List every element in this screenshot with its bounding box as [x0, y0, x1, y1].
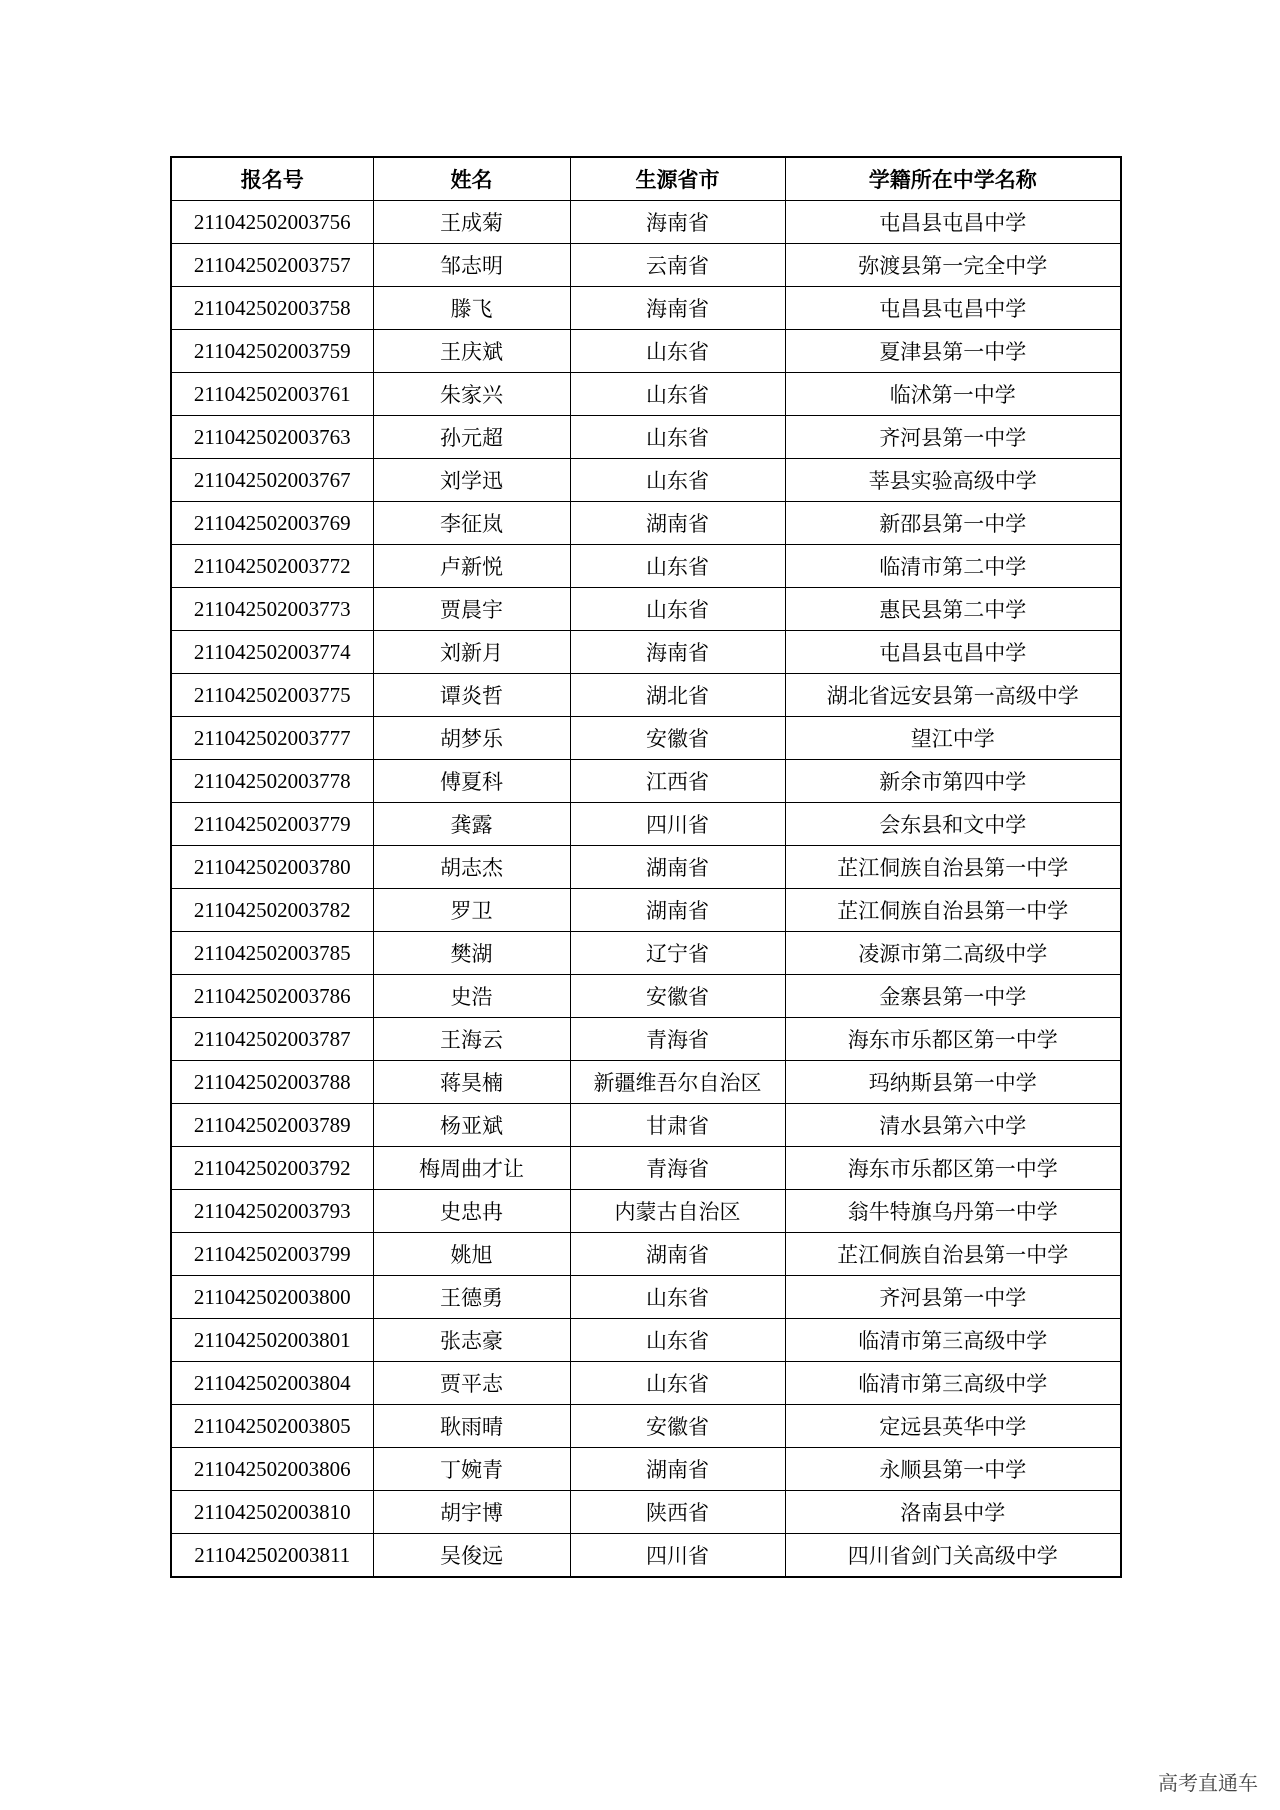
- cell-origin-province: 陕西省: [570, 1491, 785, 1534]
- cell-school-name: 望江中学: [785, 717, 1121, 760]
- cell-name: 罗卫: [373, 889, 570, 932]
- cell-registration-number: 211042502003780: [171, 846, 373, 889]
- cell-registration-number: 211042502003785: [171, 932, 373, 975]
- table-row: [171, 1534, 1121, 1578]
- cell-name: 王德勇: [373, 1276, 570, 1319]
- cell-name: 梅周曲才让: [373, 1147, 570, 1190]
- cell-school-name: 湖北省远安县第一高级中学: [785, 674, 1121, 717]
- cell-name: 孙元超: [373, 416, 570, 459]
- table-row: [171, 717, 1121, 760]
- cell-name: 傅夏科: [373, 760, 570, 803]
- cell-registration-number: 211042502003811: [171, 1534, 373, 1578]
- cell-name: 朱家兴: [373, 373, 570, 416]
- cell-registration-number: 211042502003810: [171, 1491, 373, 1534]
- cell-registration-number: 211042502003786: [171, 975, 373, 1018]
- cell-registration-number: 211042502003773: [171, 588, 373, 631]
- header-origin-province: 生源省市: [570, 157, 785, 201]
- table-row: [171, 631, 1121, 674]
- table-row: [171, 1104, 1121, 1147]
- cell-name: 姚旭: [373, 1233, 570, 1276]
- cell-origin-province: 四川省: [570, 803, 785, 846]
- cell-origin-province: 山东省: [570, 1276, 785, 1319]
- table-row: [171, 545, 1121, 588]
- cell-origin-province: 湖南省: [570, 889, 785, 932]
- cell-name: 丁婉青: [373, 1448, 570, 1491]
- cell-school-name: 芷江侗族自治县第一中学: [785, 889, 1121, 932]
- header-name: 姓名: [373, 157, 570, 201]
- cell-origin-province: 四川省: [570, 1534, 785, 1578]
- cell-school-name: 海东市乐都区第一中学: [785, 1018, 1121, 1061]
- cell-school-name: 玛纳斯县第一中学: [785, 1061, 1121, 1104]
- cell-school-name: 翁牛特旗乌丹第一中学: [785, 1190, 1121, 1233]
- table-row: [171, 803, 1121, 846]
- cell-origin-province: 辽宁省: [570, 932, 785, 975]
- cell-name: 吴俊远: [373, 1534, 570, 1578]
- cell-name: 张志豪: [373, 1319, 570, 1362]
- cell-name: 胡梦乐: [373, 717, 570, 760]
- table-row: [171, 244, 1121, 287]
- cell-school-name: 海东市乐都区第一中学: [785, 1147, 1121, 1190]
- cell-name: 卢新悦: [373, 545, 570, 588]
- cell-name: 滕飞: [373, 287, 570, 330]
- table-row: [171, 1018, 1121, 1061]
- cell-origin-province: 海南省: [570, 201, 785, 244]
- cell-registration-number: 211042502003758: [171, 287, 373, 330]
- cell-registration-number: 211042502003777: [171, 717, 373, 760]
- cell-registration-number: 211042502003757: [171, 244, 373, 287]
- cell-origin-province: 新疆维吾尔自治区: [570, 1061, 785, 1104]
- cell-registration-number: 211042502003759: [171, 330, 373, 373]
- table-row: [171, 889, 1121, 932]
- table-body: [171, 201, 1121, 1578]
- cell-origin-province: 湖北省: [570, 674, 785, 717]
- cell-name: 耿雨晴: [373, 1405, 570, 1448]
- cell-school-name: 定远县英华中学: [785, 1405, 1121, 1448]
- cell-school-name: 夏津县第一中学: [785, 330, 1121, 373]
- cell-registration-number: 211042502003782: [171, 889, 373, 932]
- cell-name: 王海云: [373, 1018, 570, 1061]
- cell-name: 王庆斌: [373, 330, 570, 373]
- table-row: [171, 459, 1121, 502]
- cell-school-name: 永顺县第一中学: [785, 1448, 1121, 1491]
- cell-school-name: 屯昌县屯昌中学: [785, 287, 1121, 330]
- cell-origin-province: 山东省: [570, 459, 785, 502]
- cell-origin-province: 山东省: [570, 1362, 785, 1405]
- cell-name: 杨亚斌: [373, 1104, 570, 1147]
- cell-school-name: 四川省剑门关高级中学: [785, 1534, 1121, 1578]
- header-school-name: 学籍所在中学名称: [785, 157, 1121, 201]
- table-row: [171, 760, 1121, 803]
- cell-school-name: 临清市第三高级中学: [785, 1319, 1121, 1362]
- cell-origin-province: 山东省: [570, 588, 785, 631]
- cell-registration-number: 211042502003787: [171, 1018, 373, 1061]
- cell-school-name: 临清市第二中学: [785, 545, 1121, 588]
- cell-school-name: 凌源市第二高级中学: [785, 932, 1121, 975]
- table-row: [171, 373, 1121, 416]
- cell-registration-number: 211042502003804: [171, 1362, 373, 1405]
- table-row: [171, 1190, 1121, 1233]
- cell-name: 胡志杰: [373, 846, 570, 889]
- cell-origin-province: 内蒙古自治区: [570, 1190, 785, 1233]
- cell-registration-number: 211042502003793: [171, 1190, 373, 1233]
- cell-registration-number: 211042502003778: [171, 760, 373, 803]
- cell-name: 贾晨宇: [373, 588, 570, 631]
- table-row: [171, 416, 1121, 459]
- cell-registration-number: 211042502003756: [171, 201, 373, 244]
- table-row: [171, 502, 1121, 545]
- cell-registration-number: 211042502003801: [171, 1319, 373, 1362]
- admission-list-table: [170, 156, 1122, 1578]
- cell-origin-province: 湖南省: [570, 846, 785, 889]
- table-row: [171, 1233, 1121, 1276]
- cell-school-name: 临清市第三高级中学: [785, 1362, 1121, 1405]
- cell-origin-province: 海南省: [570, 631, 785, 674]
- cell-name: 王成菊: [373, 201, 570, 244]
- cell-school-name: 齐河县第一中学: [785, 416, 1121, 459]
- cell-origin-province: 甘肃省: [570, 1104, 785, 1147]
- cell-origin-province: 山东省: [570, 373, 785, 416]
- cell-school-name: 莘县实验高级中学: [785, 459, 1121, 502]
- cell-registration-number: 211042502003779: [171, 803, 373, 846]
- cell-registration-number: 211042502003761: [171, 373, 373, 416]
- cell-origin-province: 江西省: [570, 760, 785, 803]
- cell-name: 史忠冉: [373, 1190, 570, 1233]
- cell-origin-province: 青海省: [570, 1147, 785, 1190]
- table-row: [171, 287, 1121, 330]
- table-row: [171, 1405, 1121, 1448]
- cell-school-name: 屯昌县屯昌中学: [785, 201, 1121, 244]
- cell-registration-number: 211042502003772: [171, 545, 373, 588]
- table-row: [171, 330, 1121, 373]
- table-row: [171, 932, 1121, 975]
- cell-origin-province: 青海省: [570, 1018, 785, 1061]
- cell-registration-number: 211042502003805: [171, 1405, 373, 1448]
- cell-school-name: 芷江侗族自治县第一中学: [785, 846, 1121, 889]
- cell-name: 龚露: [373, 803, 570, 846]
- cell-registration-number: 211042502003792: [171, 1147, 373, 1190]
- table-row: [171, 1147, 1121, 1190]
- cell-origin-province: 湖南省: [570, 502, 785, 545]
- header-registration-number: 报名号: [171, 157, 373, 201]
- cell-registration-number: 211042502003788: [171, 1061, 373, 1104]
- cell-name: 樊湖: [373, 932, 570, 975]
- cell-registration-number: 211042502003806: [171, 1448, 373, 1491]
- cell-origin-province: 安徽省: [570, 975, 785, 1018]
- cell-origin-province: 湖南省: [570, 1448, 785, 1491]
- table-row: [171, 1061, 1121, 1104]
- cell-origin-province: 湖南省: [570, 1233, 785, 1276]
- cell-registration-number: 211042502003775: [171, 674, 373, 717]
- table-row: [171, 975, 1121, 1018]
- cell-school-name: 屯昌县屯昌中学: [785, 631, 1121, 674]
- watermark-text: 高考直通车: [1158, 1771, 1258, 1795]
- cell-school-name: 洛南县中学: [785, 1491, 1121, 1534]
- cell-name: 贾平志: [373, 1362, 570, 1405]
- cell-origin-province: 山东省: [570, 1319, 785, 1362]
- cell-name: 史浩: [373, 975, 570, 1018]
- cell-name: 蒋昊楠: [373, 1061, 570, 1104]
- cell-name: 胡宇博: [373, 1491, 570, 1534]
- cell-origin-province: 山东省: [570, 330, 785, 373]
- cell-name: 邹志明: [373, 244, 570, 287]
- cell-origin-province: 安徽省: [570, 717, 785, 760]
- cell-school-name: 金寨县第一中学: [785, 975, 1121, 1018]
- cell-school-name: 清水县第六中学: [785, 1104, 1121, 1147]
- table-row: [171, 1319, 1121, 1362]
- cell-name: 刘新月: [373, 631, 570, 674]
- cell-registration-number: 211042502003774: [171, 631, 373, 674]
- table-row: [171, 846, 1121, 889]
- cell-school-name: 新余市第四中学: [785, 760, 1121, 803]
- cell-name: 谭炎哲: [373, 674, 570, 717]
- cell-registration-number: 211042502003799: [171, 1233, 373, 1276]
- cell-origin-province: 云南省: [570, 244, 785, 287]
- cell-school-name: 齐河县第一中学: [785, 1276, 1121, 1319]
- cell-origin-province: 海南省: [570, 287, 785, 330]
- cell-school-name: 临沭第一中学: [785, 373, 1121, 416]
- cell-name: 刘学迅: [373, 459, 570, 502]
- cell-school-name: 芷江侗族自治县第一中学: [785, 1233, 1121, 1276]
- cell-school-name: 弥渡县第一完全中学: [785, 244, 1121, 287]
- table-row: [171, 1491, 1121, 1534]
- cell-origin-province: 山东省: [570, 416, 785, 459]
- table-row: [171, 588, 1121, 631]
- cell-school-name: 新邵县第一中学: [785, 502, 1121, 545]
- table-row: [171, 1448, 1121, 1491]
- cell-registration-number: 211042502003769: [171, 502, 373, 545]
- cell-registration-number: 211042502003767: [171, 459, 373, 502]
- cell-origin-province: 山东省: [570, 545, 785, 588]
- table-row: [171, 1276, 1121, 1319]
- cell-registration-number: 211042502003763: [171, 416, 373, 459]
- cell-registration-number: 211042502003789: [171, 1104, 373, 1147]
- cell-school-name: 惠民县第二中学: [785, 588, 1121, 631]
- table-row: [171, 201, 1121, 244]
- table-header-row: [171, 157, 1121, 201]
- cell-origin-province: 安徽省: [570, 1405, 785, 1448]
- cell-registration-number: 211042502003800: [171, 1276, 373, 1319]
- table-row: [171, 1362, 1121, 1405]
- cell-name: 李征岚: [373, 502, 570, 545]
- cell-school-name: 会东县和文中学: [785, 803, 1121, 846]
- table-row: [171, 674, 1121, 717]
